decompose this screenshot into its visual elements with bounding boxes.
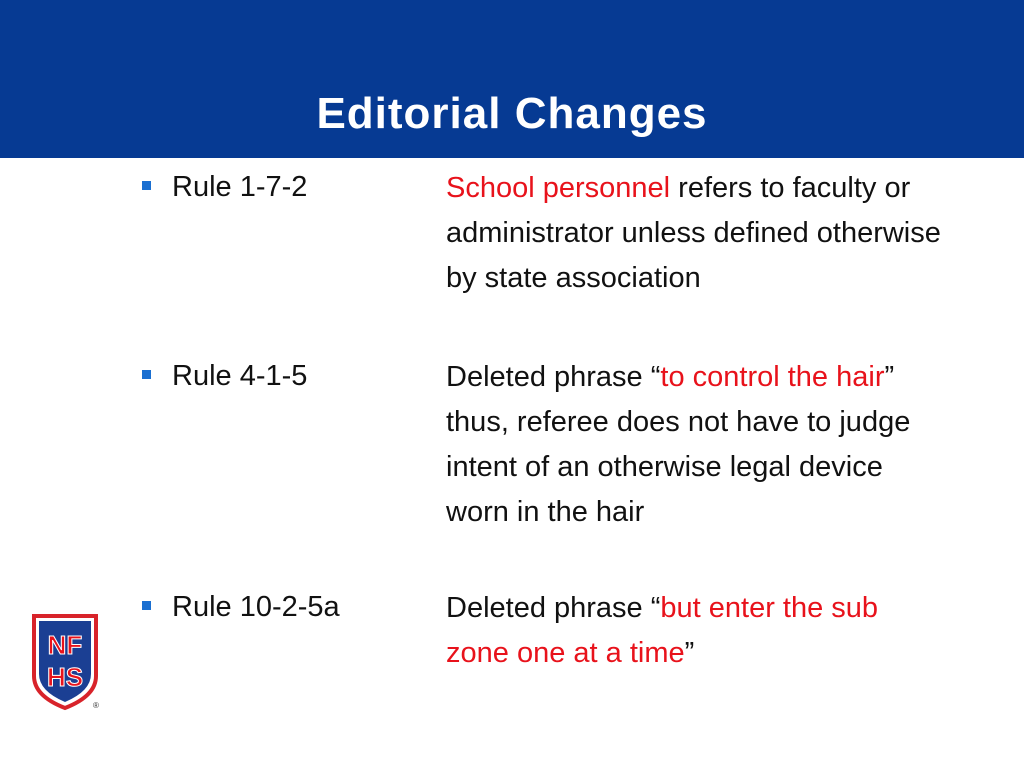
rule-label: Rule 4-1-5 [172, 360, 308, 392]
rule-description [446, 166, 946, 301]
bullet-icon [142, 601, 151, 610]
nfhs-shield-logo-icon [30, 612, 100, 712]
bullet-icon [142, 181, 151, 190]
slide-title: Editorial Changes [316, 89, 708, 138]
registered-mark: ® [93, 701, 99, 710]
bullet-icon [142, 370, 151, 379]
logo-text-bottom: HS [46, 662, 84, 692]
rule-text-post: ” thus, referee does not have to judge intent of an otherwise legal device worn in the hair [446, 361, 911, 528]
rule-label: Rule 1-7-2 [172, 171, 308, 203]
rule-text-pre: Deleted phrase “ [446, 361, 661, 393]
rule-text: refers to faculty or administrator unless defined otherwise by state association [446, 172, 941, 294]
rule-highlight: to control the hair [660, 361, 885, 393]
rule-text-post: ” [684, 637, 695, 669]
rule-highlight: School personnel [446, 172, 671, 204]
rule-label: Rule 10-2-5a [172, 591, 340, 623]
rule-description [446, 586, 946, 676]
rule-text-pre: Deleted phrase “ [446, 592, 661, 624]
logo-text-top: NF [47, 630, 83, 660]
rule-highlight: but enter the sub zone one at a time [446, 592, 879, 669]
rule-description [446, 355, 946, 535]
